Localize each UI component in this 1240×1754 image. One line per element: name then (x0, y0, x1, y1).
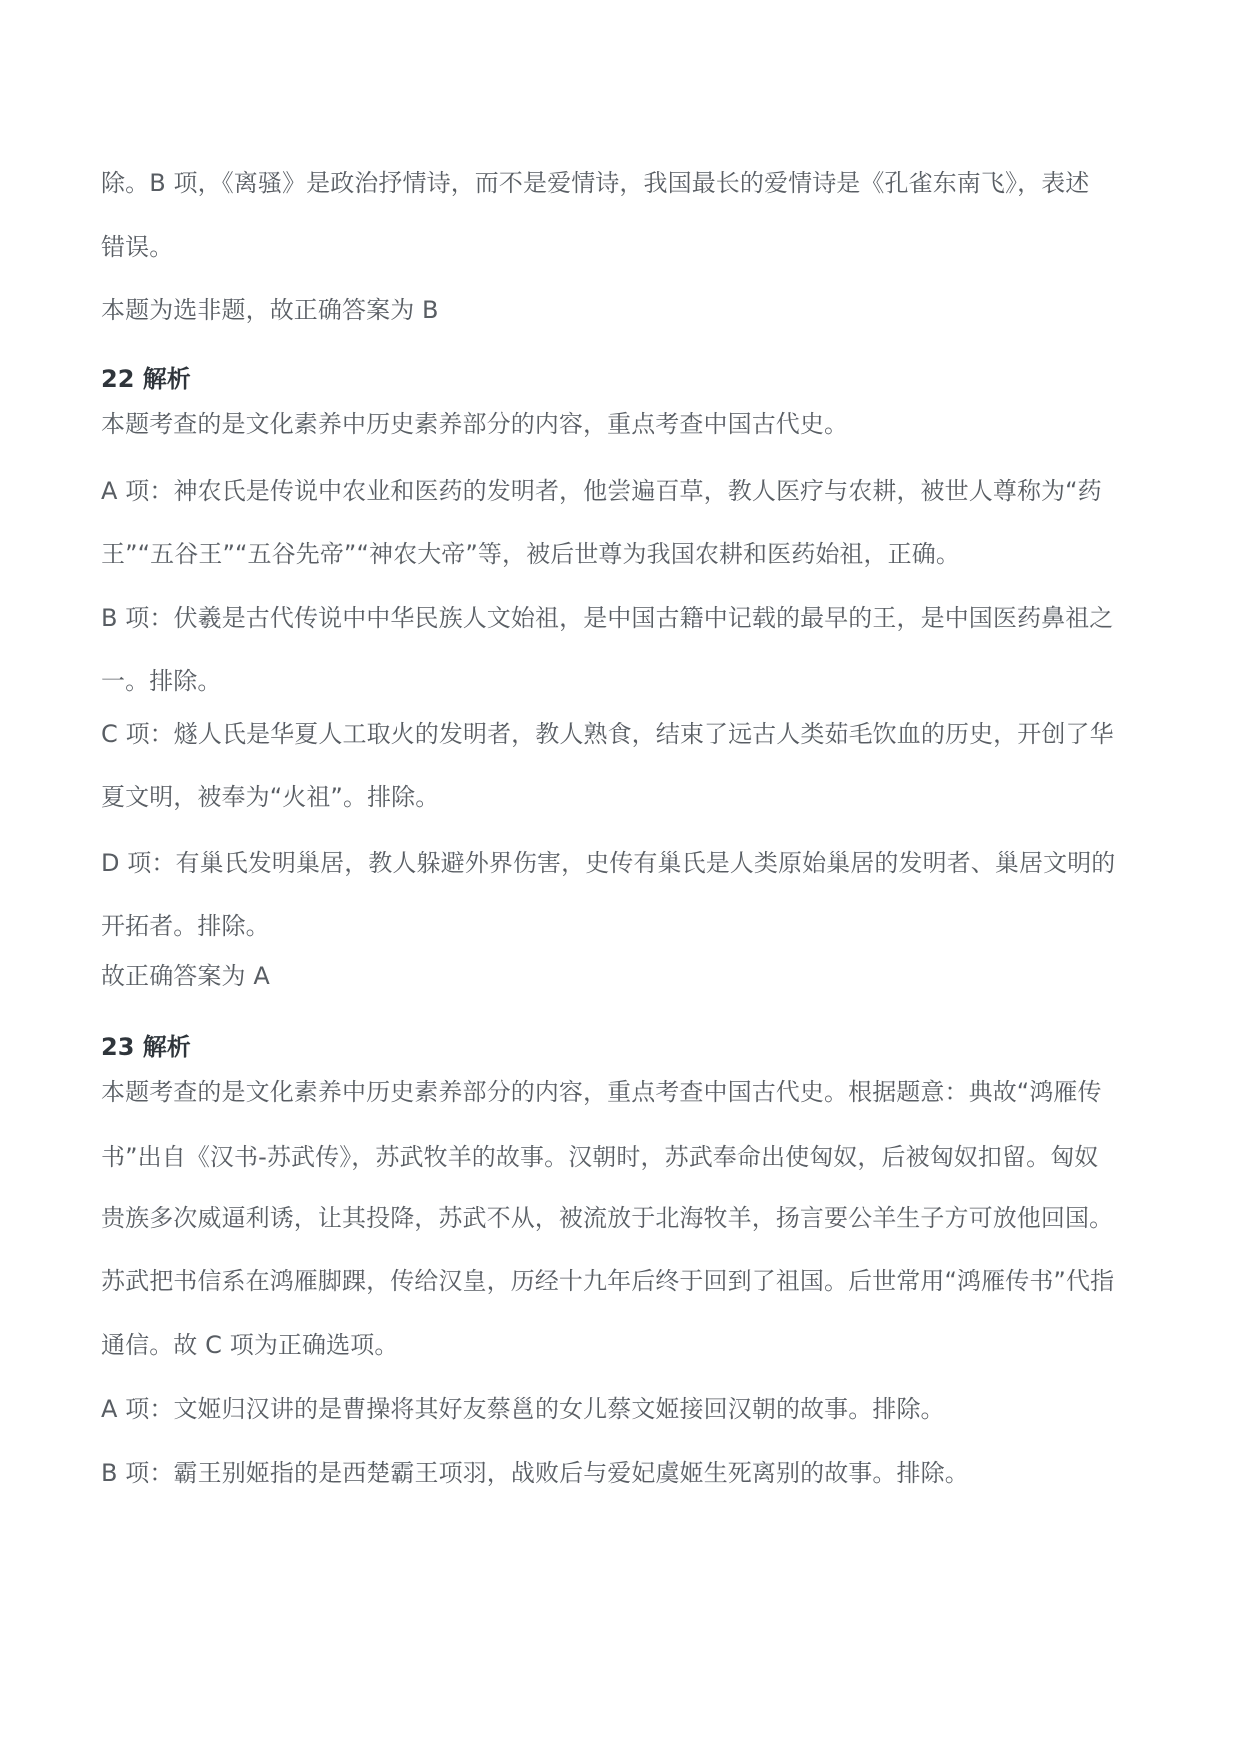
q23-option-a: A 项：文姬归汉讲的是曹操将其好友蔡邕的女儿蔡文姬接回汉朝的故事。排除。 (101, 1395, 945, 1423)
prev-explanation-line-2: 错误。 (101, 233, 174, 261)
q22-option-c-line-1: C 项：燧人氏是华夏人工取火的发明者，教人熟食，结束了远古人类茹毛饮血的历史，开创了华 (101, 720, 1114, 748)
q23-intro-line-2: 书”出自《汉书-苏武传》，苏武牧羊的故事。汉朝时，苏武奉命出使匈奴，后被匈奴扣留。匈奴 (101, 1143, 1099, 1171)
prev-answer: 本题为选非题，故正确答案为 B (101, 296, 439, 324)
q23-heading: 23 解析 (101, 1033, 191, 1061)
q23-intro-line-4: 苏武把书信系在鸿雁脚踝，传给汉皇，历经十九年后终于回到了祖国。后世常用“鸿雁传书”代指 (101, 1267, 1115, 1295)
q22-option-a-line-2: 王”“五谷王”“五谷先帝”“神农大帝”等，被后世尊为我国农耕和医药始祖，正确。 (101, 540, 960, 568)
q22-intro: 本题考查的是文化素养中历史素养部分的内容，重点考查中国古代史。 (101, 410, 849, 438)
q22-option-d-line-2: 开拓者。排除。 (101, 912, 270, 940)
q22-option-b-line-1: B 项：伏羲是古代传说中中华民族人文始祖，是中国古籍中记载的最早的王，是中国医药鼻祖之 (101, 604, 1114, 632)
q22-heading: 22 解析 (101, 365, 191, 393)
q22-option-d-line-1: D 项：有巢氏发明巢居，教人躲避外界伤害，史传有巢氏是人类原始巢居的发明者、巢居文明的 (101, 849, 1116, 877)
q22-answer: 故正确答案为 A (101, 962, 270, 990)
q23-intro-line-1: 本题考查的是文化素养中历史素养部分的内容，重点考查中国古代史。根据题意：典故“鸿雁传 (101, 1078, 1102, 1106)
prev-explanation-line-1: 除。B 项，《离骚》是政治抒情诗，而不是爱情诗，我国最长的爱情诗是《孔雀东南飞》，表述 (101, 169, 1090, 197)
q22-option-a-line-1: A 项：神农氏是传说中农业和医药的发明者，他尝遍百草，教人医疗与农耕，被世人尊称为“药 (101, 477, 1102, 505)
q23-intro-line-5: 通信。故 C 项为正确选项。 (101, 1331, 399, 1359)
q22-option-c-line-2: 夏文明，被奉为“火祖”。排除。 (101, 783, 440, 811)
q23-intro-line-3: 贵族多次威逼利诱，让其投降，苏武不从，被流放于北海牧羊，扬言要公羊生子方可放他回国。 (101, 1204, 1114, 1232)
q22-option-b-line-2: 一。排除。 (101, 667, 222, 695)
q23-option-b: B 项：霸王别姬指的是西楚霸王项羽，战败后与爱妃虞姬生死离别的故事。排除。 (101, 1459, 969, 1487)
